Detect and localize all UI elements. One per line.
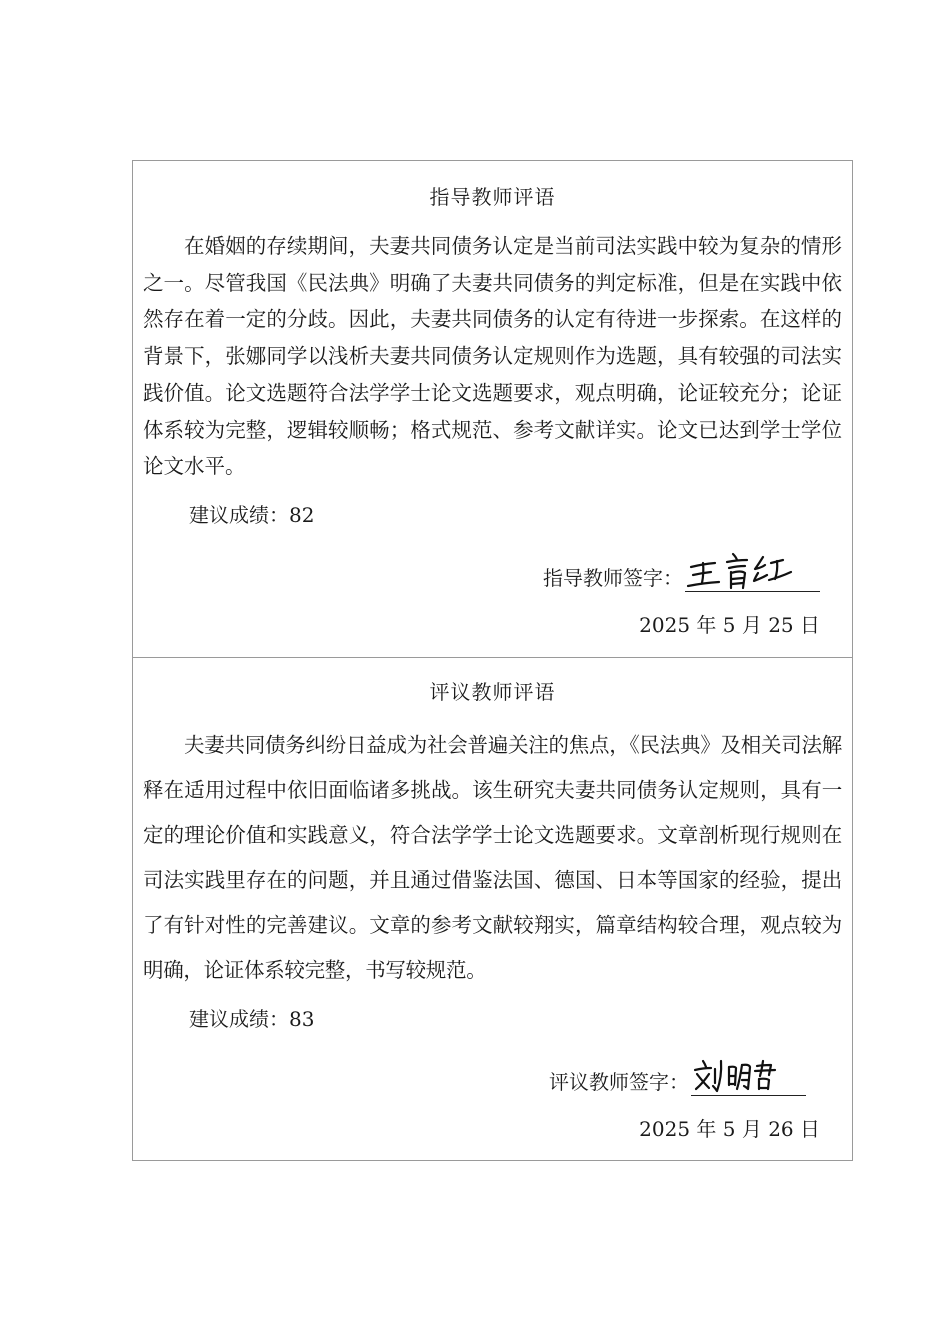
reviewer-suggested-grade: 建议成绩：83 bbox=[189, 1007, 315, 1031]
reviewer-signature-label: 评议教师签字： bbox=[549, 1070, 689, 1094]
advisor-handwritten-signature bbox=[685, 551, 820, 591]
advisor-comment-section bbox=[133, 161, 852, 657]
evaluation-table bbox=[132, 160, 853, 1161]
advisor-signature-row bbox=[543, 557, 820, 592]
advisor-signature-line bbox=[685, 557, 820, 592]
reviewer-handwritten-signature bbox=[691, 1055, 806, 1095]
reviewer-comment-section bbox=[133, 657, 852, 1160]
reviewer-signature-row bbox=[549, 1061, 806, 1096]
reviewer-section-title: 评议教师评语 bbox=[429, 680, 556, 704]
advisor-section-title: 指导教师评语 bbox=[429, 185, 556, 209]
advisor-signature-label: 指导教师签字： bbox=[543, 566, 683, 590]
reviewer-comment-text: 夫妻共同债务纠纷日益成为社会普遍关注的焦点，《民法典》及相关司法解释在适用过程中依旧面临诸多挑战。该生研究夫妻共同债务认定规则，具有一定的理论价值和实践意义，符合法学学士论文选题要求。文章剖析现行规则在司法实践里存在的问题，并且通过借鉴法国、德国、日本等国家的经验，提出了有针对性的完善建议。文章的参考文献较翔实，篇章结构较合理，观点较为明确，论证体系较完整，书写较规范。 bbox=[143, 733, 842, 982]
advisor-comment-text: 在婚姻的存续期间，夫妻共同债务认定是当前司法实践中较为复杂的情形之一。尽管我国《民法典》明确了夫妻共同债务的判定标准，但是在实践中依然存在着一定的分歧。因此，夫妻共同债务的认定有待进一步探索。在这样的背景下，张娜同学以浅析夫妻共同债务认定规则作为选题，具有较强的司法实践价值。论文选题符合法学学士论文选题要求，观点明确，论证较充分；论证体系较为完整，逻辑较顺畅；格式规范、参考文献详实。论文已达到学士学位论文水平。 bbox=[143, 234, 842, 479]
reviewer-signature-line bbox=[691, 1061, 806, 1096]
advisor-date: 2025 年 5 月 25 日 bbox=[639, 613, 820, 637]
reviewer-date: 2025 年 5 月 26 日 bbox=[639, 1117, 820, 1141]
advisor-suggested-grade: 建议成绩：82 bbox=[189, 502, 315, 527]
